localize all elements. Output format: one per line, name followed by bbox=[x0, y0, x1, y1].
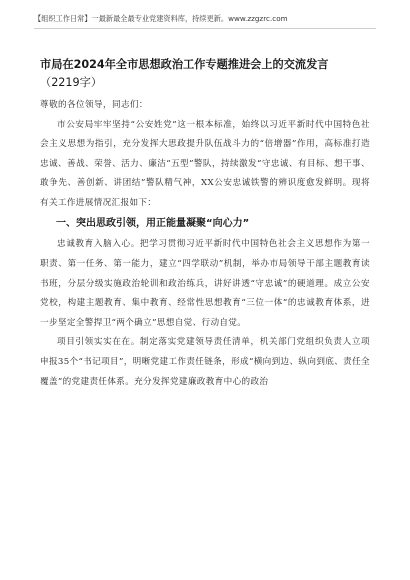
page-header-banner: 【组织工作日常】一最新最全最专业党建资料库，持续更新。www.zzgzrc.com bbox=[34, 14, 288, 23]
header-divider bbox=[34, 28, 376, 29]
section-heading-1: 一、突出思政引领，用正能量凝聚“向心力” bbox=[56, 218, 250, 230]
paragraph-intro: 市公安局牢牢坚持“公安姓党”这一根本标准，始终以习近平新时代中国特色社会主义思想为指引，充分发挥大思政提升队伍战斗力的“倍增器”作用，高标准打造忠诚、善战、荣誉、活力、廉洁“五型”警队，持续激发“守忠诚、有目标、想干事、敢争先、善创新、讲团结”警队精气神，XX公安忠诚铁警的辨识度愈发鲜明。现将有关工作进展情况汇报如下： bbox=[40, 119, 370, 208]
paragraph-project-leadership: 项目引领实实在在。制定落实党建领导责任清单，机关部门党组织负责人立项申报35个“书记项目”，明晰党建工作责任链条，形成“横向到边、纵向到底、责任全覆盖”的党建责任体系。充分发挥党建廉政教育中心的政治 bbox=[40, 337, 370, 387]
document-body bbox=[40, 56, 370, 392]
document-title: 市局在2024年全市思想政治工作专题推进会上的交流发言 bbox=[40, 58, 329, 71]
salutation: 尊敬的各位领导，同志们： bbox=[40, 100, 148, 110]
paragraph-loyalty-education: 忠诚教育入脑入心。把学习贯彻习近平新时代中国特色社会主义思想作为第一职责、第一任务、第一能力，建立“四学联动”机制，举办市局领导干部主题教育读书班，分层分级实施政治轮训和政治练兵，讲好讲透“守忠诚”的硬道理。成立公安党校，构建主题教育、集中教育、经常性思想教育“三位一体”的忠诚教育体系，进一步坚定全警捍卫“两个确立”思想自觉、行动自觉。 bbox=[40, 239, 370, 328]
word-count: （2219字） bbox=[40, 76, 103, 89]
